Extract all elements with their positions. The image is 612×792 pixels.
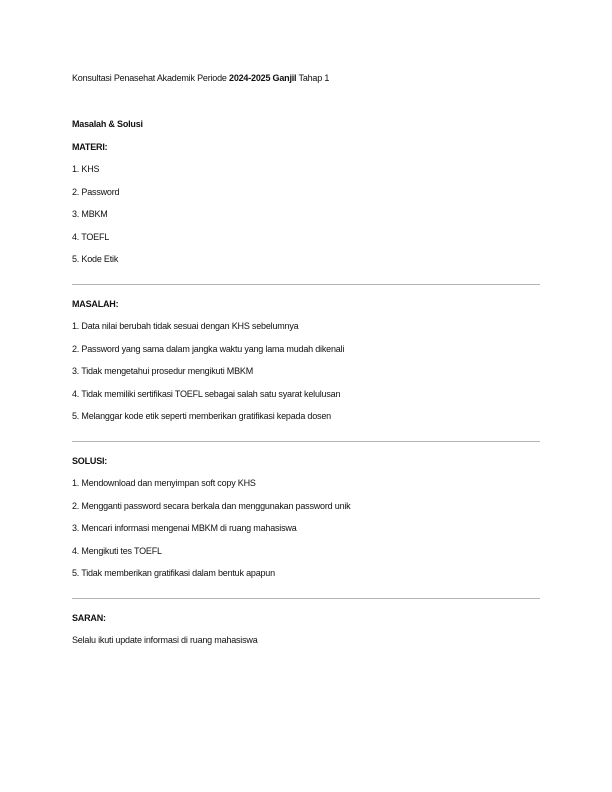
materi-item: 3. MBKM [72, 209, 108, 219]
materi-item: 1. KHS [72, 164, 100, 174]
materi-item: 4. TOEFL [72, 232, 110, 242]
divider [72, 441, 540, 442]
saran-text: Selalu ikuti update informasi di ruang mahasiswa [72, 635, 258, 645]
solusi-item: 4. Mengikuti tes TOEFL [72, 546, 162, 556]
masalah-item: 4. Tidak memiliki sertifikasi TOEFL sebagai salah satu syarat kelulusan [72, 389, 341, 399]
masalah-item: 2. Password yang sama dalam jangka waktu yang lama mudah dikenali [72, 344, 345, 354]
masalah-item: 5. Melanggar kode etik seperti memberikan gratifikasi kepada dosen [72, 411, 331, 421]
solusi-heading: SOLUSI: [72, 456, 108, 466]
solusi-item: 5. Tidak memberikan gratifikasi dalam bentuk apapun [72, 568, 275, 578]
solusi-item: 3. Mencari informasi mengenai MBKM di ruang mahasiswa [72, 523, 297, 533]
title-text: Konsultasi Penasehat Akademik Periode [72, 73, 230, 83]
masalah-item: 1. Data nilai berubah tidak sesuai dengan KHS sebelumnya [72, 321, 299, 331]
section-heading: Masalah & Solusi [72, 119, 143, 129]
masalah-item: 3. Tidak mengetahui prosedur mengikuti MBKM [72, 366, 253, 376]
title-suffix: Tahap 1 [296, 73, 330, 83]
document-page [72, 0, 540, 792]
divider [72, 598, 540, 599]
materi-item: 2. Password [72, 187, 120, 197]
document-title [72, 72, 329, 84]
materi-item: 5. Kode Etik [72, 254, 119, 264]
title-period: 2024-2025 Ganjil [229, 73, 297, 83]
solusi-item: 2. Mengganti password secara berkala dan menggunakan password unik [72, 501, 351, 511]
materi-heading: MATERI: [72, 142, 108, 152]
saran-heading: SARAN: [72, 613, 106, 623]
masalah-heading: MASALAH: [72, 299, 119, 309]
solusi-item: 1. Mendownload dan menyimpan soft copy KHS [72, 478, 256, 488]
divider [72, 284, 540, 285]
